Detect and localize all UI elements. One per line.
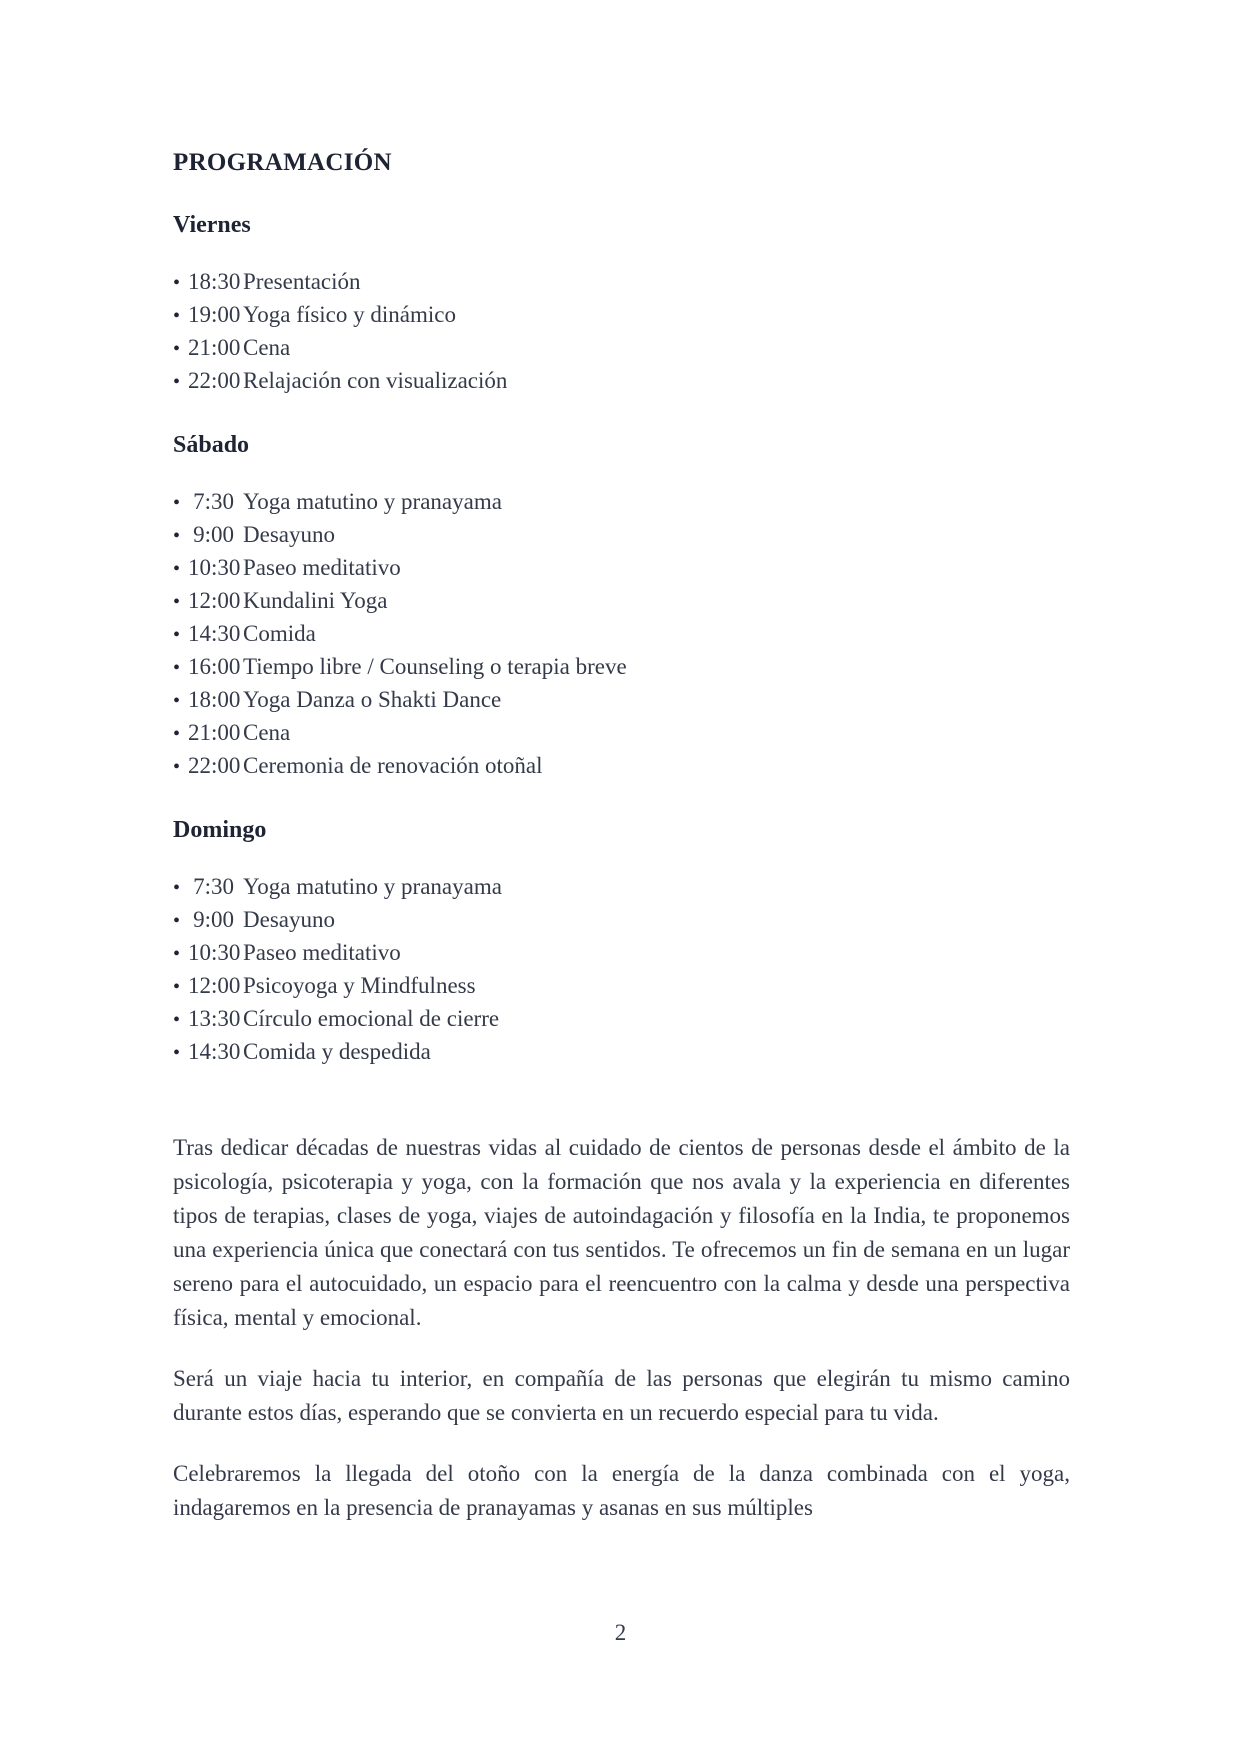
item-time: 19:00 bbox=[188, 302, 241, 327]
item-activity: Círculo emocional de cierre bbox=[243, 1006, 500, 1031]
item-activity: Desayuno bbox=[243, 522, 335, 547]
bullet-icon: • bbox=[173, 558, 181, 580]
item-activity: Yoga matutino y pranayama bbox=[243, 874, 502, 899]
schedule-item bbox=[173, 970, 1070, 1003]
schedule-list-domingo bbox=[173, 871, 1070, 1069]
item-activity: Comida bbox=[243, 621, 316, 646]
item-activity: Cena bbox=[243, 335, 291, 360]
item-activity: Kundalini Yoga bbox=[243, 588, 388, 613]
schedule-item bbox=[173, 1036, 1070, 1069]
schedule-item bbox=[173, 750, 1070, 783]
bullet-icon: • bbox=[173, 657, 181, 679]
schedule-list-sabado bbox=[173, 486, 1070, 783]
bullet-icon: • bbox=[173, 690, 181, 712]
item-activity: Yoga matutino y pranayama bbox=[243, 489, 502, 514]
bullet-icon: • bbox=[173, 976, 181, 998]
page-title: PROGRAMACIÓN bbox=[173, 149, 392, 176]
day-heading-sabado: Sábado bbox=[173, 432, 250, 458]
bullet-icon: • bbox=[173, 1042, 181, 1064]
bullet-icon: • bbox=[173, 723, 181, 745]
item-activity: Desayuno bbox=[243, 907, 335, 932]
item-time: 16:00 bbox=[188, 654, 241, 679]
bullet-icon: • bbox=[173, 492, 181, 514]
bullet-icon: • bbox=[173, 624, 181, 646]
item-time: 22:00 bbox=[188, 753, 241, 778]
schedule-item bbox=[173, 332, 1070, 365]
body-text bbox=[173, 1131, 1070, 1525]
item-time: 12:00 bbox=[188, 973, 241, 998]
schedule-item bbox=[173, 299, 1070, 332]
item-time: 7:30 bbox=[193, 874, 234, 899]
body-paragraph-1: Tras dedicar décadas de nuestras vidas al cuidado de cientos de personas desde el ámbito de la psicología, psicoterapia y yoga, con la formación que nos avala y la experiencia en diferentes tipos de terapias, clases de yoga, viajes de autoindagación y filosofía en la India, te proponemos una experiencia única que conectará con tus sentidos. Te ofrecemos un fin de semana en un lugar sereno para el autocuidado, un espacio para el reencuentro con la calma y desde una perspectiva física, mental y emocional. bbox=[173, 1135, 1070, 1330]
schedule-item bbox=[173, 365, 1070, 398]
item-time: 9:00 bbox=[193, 907, 234, 932]
bullet-icon: • bbox=[173, 591, 181, 613]
bullet-icon: • bbox=[173, 305, 181, 327]
bullet-icon: • bbox=[173, 525, 181, 547]
item-time: 21:00 bbox=[188, 335, 241, 360]
day-heading-domingo: Domingo bbox=[173, 817, 267, 843]
item-activity: Cena bbox=[243, 720, 291, 745]
item-time: 7:30 bbox=[193, 489, 234, 514]
page-number: 2 bbox=[614, 1620, 627, 1645]
schedule-item bbox=[173, 486, 1070, 519]
body-paragraph-2: Será un viaje hacia tu interior, en compañía de las personas que elegirán tu mismo camino durante estos días, esperando que se convierta en un recuerdo especial para tu vida. bbox=[173, 1366, 1070, 1425]
item-time: 9:00 bbox=[193, 522, 234, 547]
schedule-item bbox=[173, 618, 1070, 651]
schedule-list-viernes bbox=[173, 266, 1070, 398]
schedule-item bbox=[173, 651, 1070, 684]
schedule-item bbox=[173, 871, 1070, 904]
item-time: 18:30 bbox=[188, 269, 241, 294]
schedule-item bbox=[173, 717, 1070, 750]
item-activity: Comida y despedida bbox=[243, 1039, 431, 1064]
bullet-icon: • bbox=[173, 272, 181, 294]
item-activity: Tiempo libre / Counseling o terapia breve bbox=[243, 654, 627, 679]
schedule-item bbox=[173, 904, 1070, 937]
bullet-icon: • bbox=[173, 371, 181, 393]
schedule-item bbox=[173, 585, 1070, 618]
bullet-icon: • bbox=[173, 943, 181, 965]
item-time: 10:30 bbox=[188, 940, 241, 965]
schedule-item bbox=[173, 937, 1070, 970]
item-activity: Yoga físico y dinámico bbox=[243, 302, 456, 327]
item-time: 10:30 bbox=[188, 555, 241, 580]
bullet-icon: • bbox=[173, 877, 181, 899]
schedule-item bbox=[173, 684, 1070, 717]
schedule-item bbox=[173, 266, 1070, 299]
item-time: 14:30 bbox=[188, 621, 241, 646]
schedule-item bbox=[173, 519, 1070, 552]
item-activity: Relajación con visualización bbox=[243, 368, 508, 393]
item-time: 18:00 bbox=[188, 687, 241, 712]
item-time: 22:00 bbox=[188, 368, 241, 393]
bullet-icon: • bbox=[173, 910, 181, 932]
bullet-icon: • bbox=[173, 756, 181, 778]
bullet-icon: • bbox=[173, 1009, 181, 1031]
item-time: 13:30 bbox=[188, 1006, 241, 1031]
item-activity: Presentación bbox=[243, 269, 361, 294]
item-time: 21:00 bbox=[188, 720, 241, 745]
schedule-item bbox=[173, 1003, 1070, 1036]
item-activity: Yoga Danza o Shakti Dance bbox=[243, 687, 502, 712]
body-paragraph-3: Celebraremos la llegada del otoño con la energía de la danza combinada con el yoga, indagaremos en la presencia de pranayamas y asanas en sus múltiples bbox=[173, 1461, 1070, 1520]
item-activity: Paseo meditativo bbox=[243, 555, 401, 580]
item-time: 14:30 bbox=[188, 1039, 241, 1064]
bullet-icon: • bbox=[173, 338, 181, 360]
item-time: 12:00 bbox=[188, 588, 241, 613]
item-activity: Psicoyoga y Mindfulness bbox=[243, 973, 476, 998]
item-activity: Paseo meditativo bbox=[243, 940, 401, 965]
day-heading-viernes: Viernes bbox=[173, 212, 251, 238]
item-activity: Ceremonia de renovación otoñal bbox=[243, 753, 543, 778]
schedule-item bbox=[173, 552, 1070, 585]
